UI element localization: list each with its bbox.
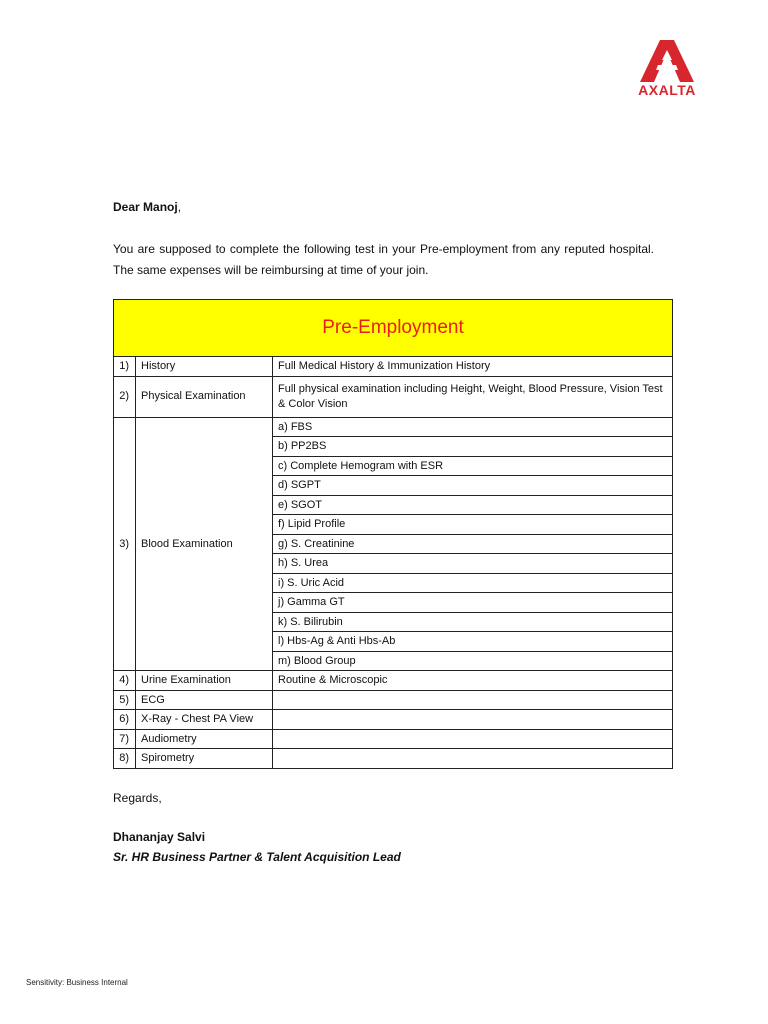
blood-test-item: d) SGPT — [273, 476, 673, 496]
pre-employment-table — [113, 299, 673, 769]
test-detail: Full physical examination including Height, Weight, Blood Pressure, Vision Test & Color Vision — [273, 376, 673, 417]
test-detail: Full Medical History & Immunization History — [273, 357, 673, 377]
table-row — [114, 729, 673, 749]
table-header-row — [114, 300, 673, 357]
table-row — [114, 690, 673, 710]
blood-test-item: e) SGOT — [273, 495, 673, 515]
table-row — [114, 376, 673, 417]
row-number: 5) — [114, 690, 136, 710]
row-number: 1) — [114, 357, 136, 377]
blood-test-item: m) Blood Group — [273, 651, 673, 671]
test-detail — [273, 729, 673, 749]
row-number: 8) — [114, 749, 136, 769]
table-row — [114, 357, 673, 377]
blood-test-item: k) S. Bilirubin — [273, 612, 673, 632]
sensitivity-label: Sensitivity: Business Internal — [26, 978, 128, 987]
blood-test-item: g) S. Creatinine — [273, 534, 673, 554]
regards: Regards, — [113, 791, 162, 805]
table-row — [114, 417, 673, 437]
blood-test-item: l) Hbs-Ag & Anti Hbs-Ab — [273, 632, 673, 652]
greeting-name: Dear Manoj — [113, 200, 178, 214]
test-detail: Routine & Microscopic — [273, 671, 673, 691]
row-number: 6) — [114, 710, 136, 730]
blood-test-item: i) S. Uric Acid — [273, 573, 673, 593]
logo-wordmark: AXALTA — [638, 82, 696, 98]
axalta-logo — [628, 38, 706, 100]
row-number: 2) — [114, 376, 136, 417]
test-name: Spirometry — [136, 749, 273, 769]
blood-test-item: b) PP2BS — [273, 437, 673, 457]
blood-test-item: j) Gamma GT — [273, 593, 673, 613]
greeting-punctuation: , — [177, 200, 182, 214]
blood-test-item: a) FBS — [273, 417, 673, 437]
test-name: Urine Examination — [136, 671, 273, 691]
blood-test-item: c) Complete Hemogram with ESR — [273, 456, 673, 476]
greeting — [113, 200, 181, 214]
letter-body: You are supposed to complete the following test in your Pre-employment from any reputed hospital. The same expenses will be reimbursing at time of your join. — [113, 242, 654, 277]
table-row — [114, 671, 673, 691]
test-name: Audiometry — [136, 729, 273, 749]
blood-test-item: f) Lipid Profile — [273, 515, 673, 535]
table-row — [114, 749, 673, 769]
test-detail — [273, 710, 673, 730]
test-name: Blood Examination — [136, 417, 273, 671]
test-detail — [273, 749, 673, 769]
row-number: 7) — [114, 729, 136, 749]
row-number: 4) — [114, 671, 136, 691]
signer-title: Sr. HR Business Partner & Talent Acquisition Lead — [113, 850, 401, 864]
table-row — [114, 710, 673, 730]
table-title: Pre-Employment — [114, 300, 673, 357]
test-name: Physical Examination — [136, 376, 273, 417]
axalta-logo-icon — [638, 38, 696, 82]
test-name: X-Ray - Chest PA View — [136, 710, 273, 730]
test-name: ECG — [136, 690, 273, 710]
test-name: History — [136, 357, 273, 377]
row-number: 3) — [114, 417, 136, 671]
signer-name: Dhananjay Salvi — [113, 830, 206, 844]
test-detail — [273, 690, 673, 710]
blood-test-item: h) S. Urea — [273, 554, 673, 574]
